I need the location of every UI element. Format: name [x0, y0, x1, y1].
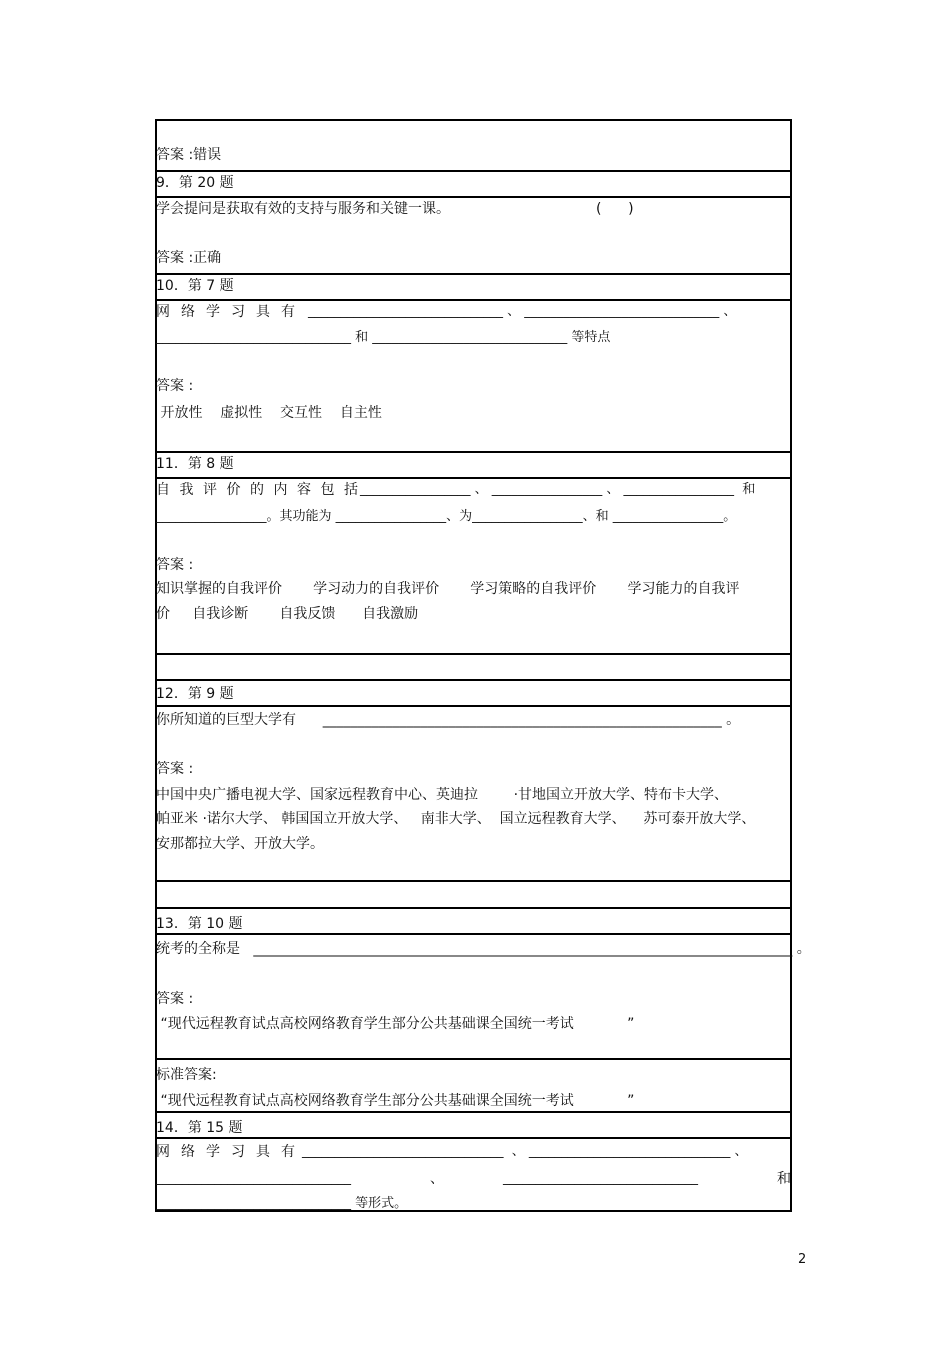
- answer-label: 答案 :: [156, 378, 194, 394]
- row-divider: [155, 1111, 792, 1113]
- answer-label: 答案 :: [156, 761, 194, 777]
- question-blanks: ______________________________: [156, 1171, 351, 1186]
- row-divider: [155, 880, 792, 882]
- answer-text: 知识掌握的自我评价 学习动力的自我评价 学习策略的自我评价 学习能力的自我评: [156, 581, 740, 597]
- question-title: 12．第 9 题: [156, 686, 234, 702]
- question-connector: 和: [777, 1171, 791, 1187]
- question-blanks: _________________。其功能为 _________________、为_________________、和 _________________。: [156, 509, 737, 524]
- question-blanks: ______________________________ 和 ______________________________ 等特点: [156, 330, 611, 345]
- standard-answer-label: 标准答案:: [156, 1067, 217, 1083]
- question-table: [155, 119, 792, 1212]
- answer-text: 价 自我诊断 自我反馈 自我激励: [156, 606, 419, 622]
- row-divider: [155, 1137, 792, 1139]
- row-divider: [155, 679, 792, 681]
- row-divider: [155, 705, 792, 707]
- answer-label: 答案 :: [156, 991, 194, 1007]
- answer-label: 答案 :: [156, 557, 194, 573]
- answer-text: 帕亚米 ·诺尔大学、 韩国国立开放大学、 南非大学、 国立远程教育大学、 苏可泰开放大学、: [156, 811, 756, 827]
- answer-text: 中国中央广播电视大学、国家远程教育中心、英迪拉 ·甘地国立开放大学、特布卡大学、: [156, 787, 729, 803]
- question-title: 13．第 10 题: [156, 916, 243, 932]
- answer-text: 安那都拉大学、开放大学。: [156, 836, 324, 852]
- row-divider: [155, 451, 792, 453]
- answer-text: “现代远程教育试点高校网络教育学生部分公共基础课全国统一考试 ”: [156, 1016, 635, 1032]
- row-divider: [155, 299, 792, 301]
- question-title: 9．第 20 题: [156, 175, 234, 191]
- question-blanks: ______________________________: [503, 1171, 698, 1186]
- question-text: 学会提问是获取有效的支持与服务和关键一课。: [156, 201, 450, 217]
- question-text: 你所知道的巨型大学有 _________________________________________________________ 。: [156, 712, 741, 728]
- answer-text: 答案 :正确: [156, 250, 222, 266]
- row-divider: [155, 907, 792, 909]
- row-divider: [155, 170, 792, 172]
- question-blanks: ______________________________ 、 ______________________________ 、: [308, 304, 737, 319]
- question-blanks: _______________________________ 、 _______________________________ 、: [302, 1144, 748, 1159]
- question-text: 网络学习具有: [156, 304, 306, 320]
- question-text: 统考的全称是 _____________________________________________________________________________ 。: [156, 941, 811, 957]
- question-title: 14．第 15 题: [156, 1120, 243, 1136]
- standard-answer-text: “现代远程教育试点高校网络教育学生部分公共基础课全国统一考试 ”: [156, 1093, 635, 1109]
- question-title: 11．第 8 题: [156, 456, 234, 472]
- answer-paren: ( ): [596, 201, 634, 217]
- row-divider: [155, 477, 792, 479]
- row-divider: [155, 196, 792, 198]
- page-number: 2: [798, 1252, 807, 1267]
- question-title: 10．第 7 题: [156, 278, 234, 294]
- row-divider: [155, 933, 792, 935]
- question-blanks: ______________________________ 等形式。: [156, 1196, 408, 1211]
- question-separator: 、: [430, 1171, 444, 1187]
- answer-text: 答案 :错误: [156, 147, 222, 163]
- question-blanks: _________________ 、 _________________ 、 _________________ 和: [360, 482, 756, 497]
- answer-text: 开放性 虚拟性 交互性 自主性: [156, 405, 382, 421]
- question-text: 自我评价的内容包括: [156, 482, 368, 498]
- row-divider: [155, 653, 792, 655]
- row-divider: [155, 273, 792, 275]
- row-divider: [155, 1058, 792, 1060]
- question-text: 网络学习具有: [156, 1144, 306, 1160]
